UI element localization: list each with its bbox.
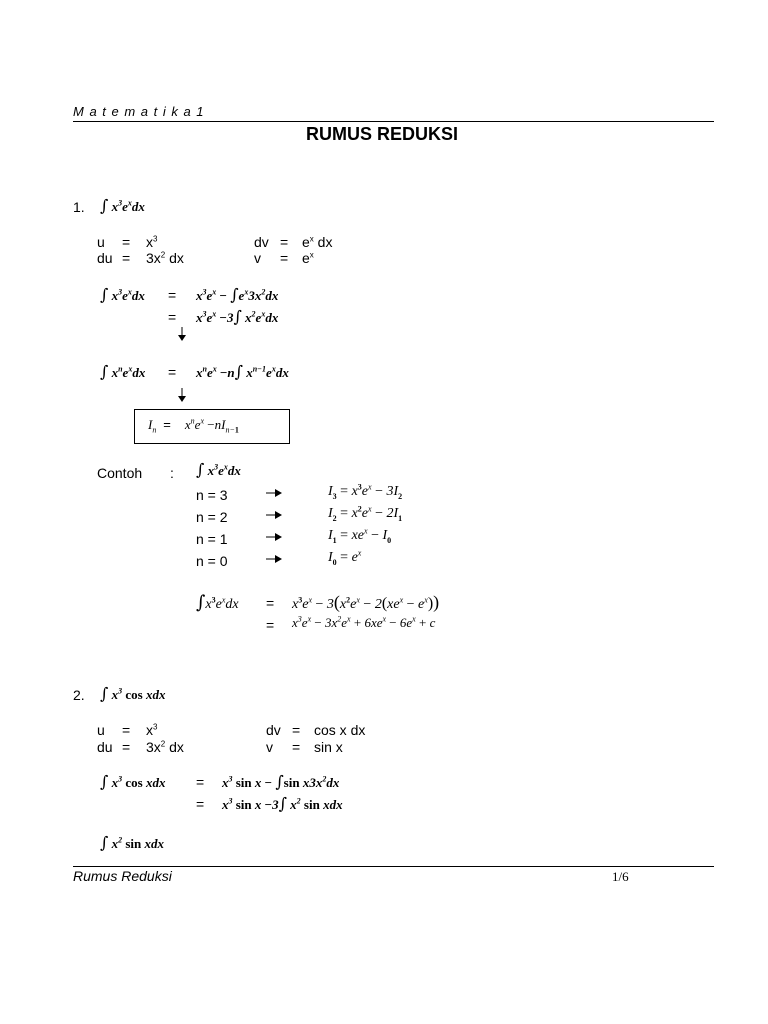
result-equals-1: = xyxy=(266,595,275,611)
header-rule xyxy=(73,121,714,122)
general-form-lhs: ∫ $x^ne^xdx$ xyxy=(100,362,146,381)
ibp2-equals-2: = xyxy=(196,796,205,812)
page-title: RUMUS REDUKSI xyxy=(306,124,459,144)
arrow-right-icon xyxy=(266,511,282,519)
ibp1-lhs: ∫ $x^3e^xdx$ xyxy=(100,285,145,304)
result-rhs-1: $x^3e^x - 3(x^2e^x - 2(xe^x - e^x))$ xyxy=(292,592,440,612)
p2-u-equals: = xyxy=(122,722,131,738)
n0-label: n = 0 xyxy=(196,553,228,569)
problem-2-integral: ∫ $x^3$ cos xdx xyxy=(100,684,166,703)
dv-equals: = xyxy=(280,234,289,250)
n2-label: n = 2 xyxy=(196,509,228,525)
i3-formula: $I_3 = x^3e^x - 3I_2$ xyxy=(328,482,403,501)
p2-du-value: $3x^2$ dx xyxy=(146,739,184,755)
p2-dv-equals: = xyxy=(292,722,301,738)
contoh-label: Contoh xyxy=(97,465,143,481)
p2-dv-label: dv xyxy=(266,722,281,738)
p2-u-value: $x^3$ xyxy=(146,722,158,738)
contoh-integral: ∫ $x^3e^xdx$ xyxy=(196,460,241,479)
problem-1-number: 1. xyxy=(73,199,85,215)
result-lhs: $\int x^3e^xdx$ xyxy=(196,592,239,613)
u-equals: = xyxy=(122,234,131,250)
p2-du-label: du xyxy=(97,739,113,755)
ibp1-rhs-2: $x^3e^x -3\int$ $x^2e^xdx$ xyxy=(196,307,279,326)
contoh-colon: : xyxy=(170,465,174,481)
du-equals: = xyxy=(122,250,131,266)
p2-v-equals: = xyxy=(292,739,301,755)
next-integral: ∫ $x^2$ sin xdx xyxy=(100,833,164,852)
u-label: u xyxy=(97,234,105,250)
p2-dv-value: cos x dx xyxy=(314,722,366,738)
ibp2-rhs-1: $x^3$ sin x − ∫sin $x3x^2dx$ xyxy=(222,772,340,791)
arrow-down-icon xyxy=(177,388,187,402)
result-equals-2: = xyxy=(266,617,275,633)
arrow-down-icon xyxy=(177,327,187,341)
p2-du-equals: = xyxy=(122,739,131,755)
i0-formula: $I_0 = e^x$ xyxy=(328,548,362,567)
u-value: $x^3$ xyxy=(146,234,158,250)
p2-v-value: sin x xyxy=(314,739,343,755)
reduction-formula: $I_n$ = $x^ne^x -nI_{n-1}$ xyxy=(148,416,239,435)
ibp2-equals-1: = xyxy=(196,774,205,790)
ibp2-lhs: ∫ $x^3$ cos xdx xyxy=(100,772,166,791)
general-form-equals: = xyxy=(168,364,177,380)
problem-1-integral: ∫ $x^3e^xdx$ xyxy=(100,196,145,215)
problem-2-number: 2. xyxy=(73,687,85,703)
du-value: $3x^2$ dx xyxy=(146,250,184,266)
n1-label: n = 1 xyxy=(196,531,228,547)
ibp1-equals-2: = xyxy=(168,309,177,325)
ibp1-rhs-1: $x^3e^x - \int e^x3x^2dx$ xyxy=(196,285,279,304)
footer-title: Rumus Reduksi xyxy=(73,868,172,884)
v-value: $e^x$ xyxy=(302,250,314,266)
p2-u-label: u xyxy=(97,722,105,738)
ibp1-equals-1: = xyxy=(168,287,177,303)
arrow-right-icon xyxy=(266,555,282,563)
page-number: 1/6 xyxy=(612,869,629,884)
dv-label: dv xyxy=(254,234,269,250)
ibp2-rhs-2: $x^3$ sin x −3∫ $x^2$ sin xdx xyxy=(222,794,343,813)
i2-formula: $I_2 = x^2e^x - 2I_1$ xyxy=(328,504,403,523)
arrow-right-icon xyxy=(266,489,282,497)
dv-value: $e^x$ dx xyxy=(302,234,333,250)
arrow-right-icon xyxy=(266,533,282,541)
running-header: M a t e m a t i k a 1 xyxy=(73,104,205,119)
n3-label: n = 3 xyxy=(196,487,228,503)
i1-formula: $I_1 = xe^x - I_0$ xyxy=(328,526,392,545)
v-label: v xyxy=(254,250,261,266)
p2-v-label: v xyxy=(266,739,273,755)
general-form-rhs: $x^ne^x -n\int$ $x^{n-1}e^xdx$ xyxy=(196,362,289,381)
footer-rule xyxy=(73,866,714,867)
result-rhs-2: $x^3e^x - 3x^2e^x + 6xe^x - 6e^x + c$ xyxy=(292,614,436,630)
v-equals: = xyxy=(280,250,289,266)
du-label: du xyxy=(97,250,113,266)
